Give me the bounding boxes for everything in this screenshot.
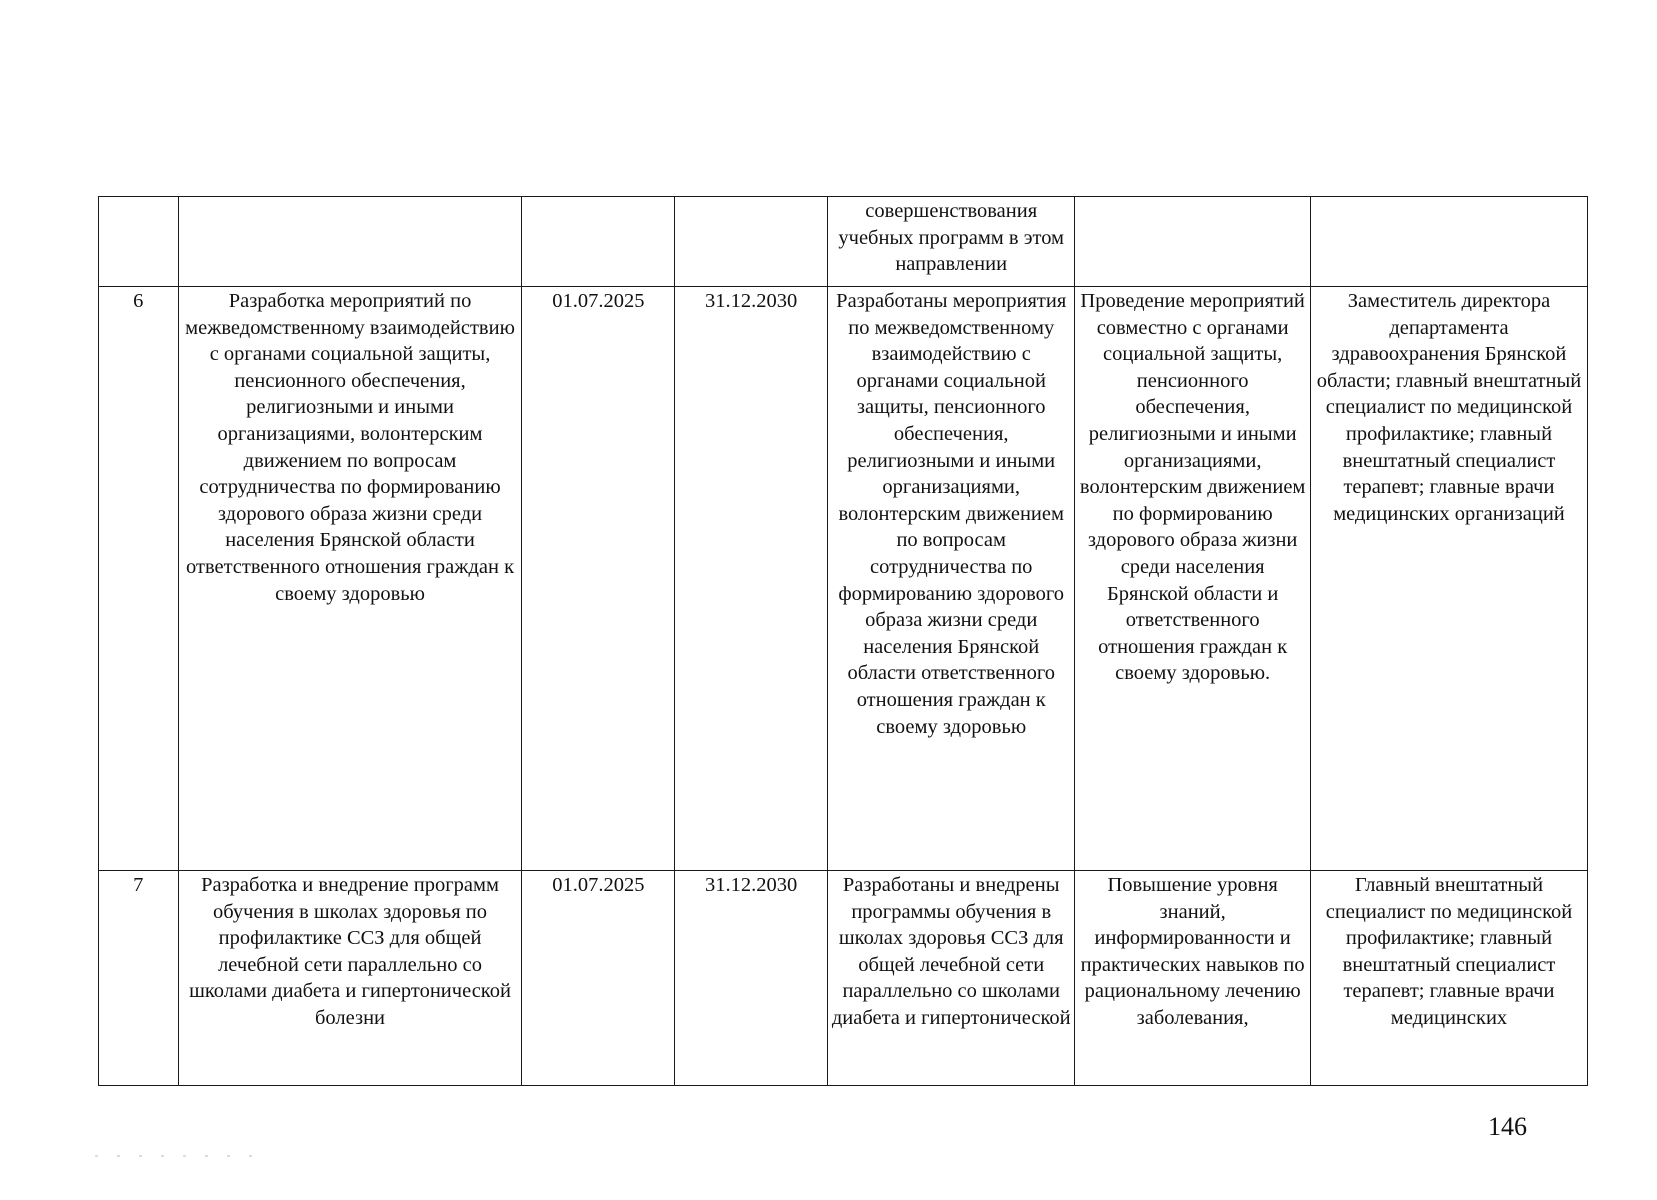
cell-result: Разработаны мероприятия по межведомственному взаимодействию с органами социальной защиты, пенсионного обеспечения, религиозными и иными организациями, волонтерским движением по вопросам сотрудничества по формированию здорового образа жизни среди населения Брянской области ответственного отношения граждан к своему здоровью <box>828 287 1075 871</box>
cell-activity: Разработка мероприятий по межведомственному взаимодействию с органами социальной защиты, пенсионного обеспечения, религиозными и иными организациями, волонтерским движением по вопросам сотрудничества по формированию здорового образа жизни среди населения Брянской области ответственного отношения граждан к своему здоровью <box>178 287 522 871</box>
cell-num <box>99 197 179 287</box>
cell-end-date: 31.12.2030 <box>675 287 828 871</box>
scan-artifact <box>95 1155 255 1157</box>
table-row <box>99 287 1588 871</box>
cell-effect: Повышение уровня знаний, информированности и практических навыков по рациональному лечению заболевания, <box>1075 871 1311 1086</box>
table-row <box>99 871 1588 1086</box>
page-number: 146 <box>1488 1112 1527 1141</box>
cell-result: Разработаны и внедрены программы обучения в школах здоровья ССЗ для общей лечебной сети параллельно со школами диабета и гипертонической <box>828 871 1075 1086</box>
cell-responsible <box>1310 197 1587 287</box>
cell-end-date <box>675 197 828 287</box>
cell-start-date: 01.07.2025 <box>522 871 675 1086</box>
measures-table <box>98 196 1588 1086</box>
cell-start-date: 01.07.2025 <box>522 287 675 871</box>
cell-result: совершенствования учебных программ в этом направлении <box>828 197 1075 287</box>
cell-activity: Разработка и внедрение программ обучения в школах здоровья по профилактике ССЗ для общей лечебной сети параллельно со школами диабета и гипертонической болезни <box>178 871 522 1086</box>
cell-responsible: Заместитель директора департамента здравоохранения Брянской области; главный внештатный специалист по медицинской профилактике; главный внештатный специалист терапевт; главные врачи медицинских организаций <box>1310 287 1587 871</box>
cell-effect: Проведение мероприятий совместно с органами социальной защиты, пенсионного обеспечения, религиозными и иными организациями, волонтерским движением по формированию здорового образа жизни среди населения Брянской области и ответственного отношения граждан к своему здоровью. <box>1075 287 1311 871</box>
cell-responsible: Главный внештатный специалист по медицинской профилактике; главный внештатный специалист терапевт; главные врачи медицинских <box>1310 871 1587 1086</box>
cell-num: 6 <box>99 287 179 871</box>
cell-effect <box>1075 197 1311 287</box>
cell-start-date <box>522 197 675 287</box>
cell-num: 7 <box>99 871 179 1086</box>
cell-activity <box>178 197 522 287</box>
table-row <box>99 197 1588 287</box>
cell-end-date: 31.12.2030 <box>675 871 828 1086</box>
